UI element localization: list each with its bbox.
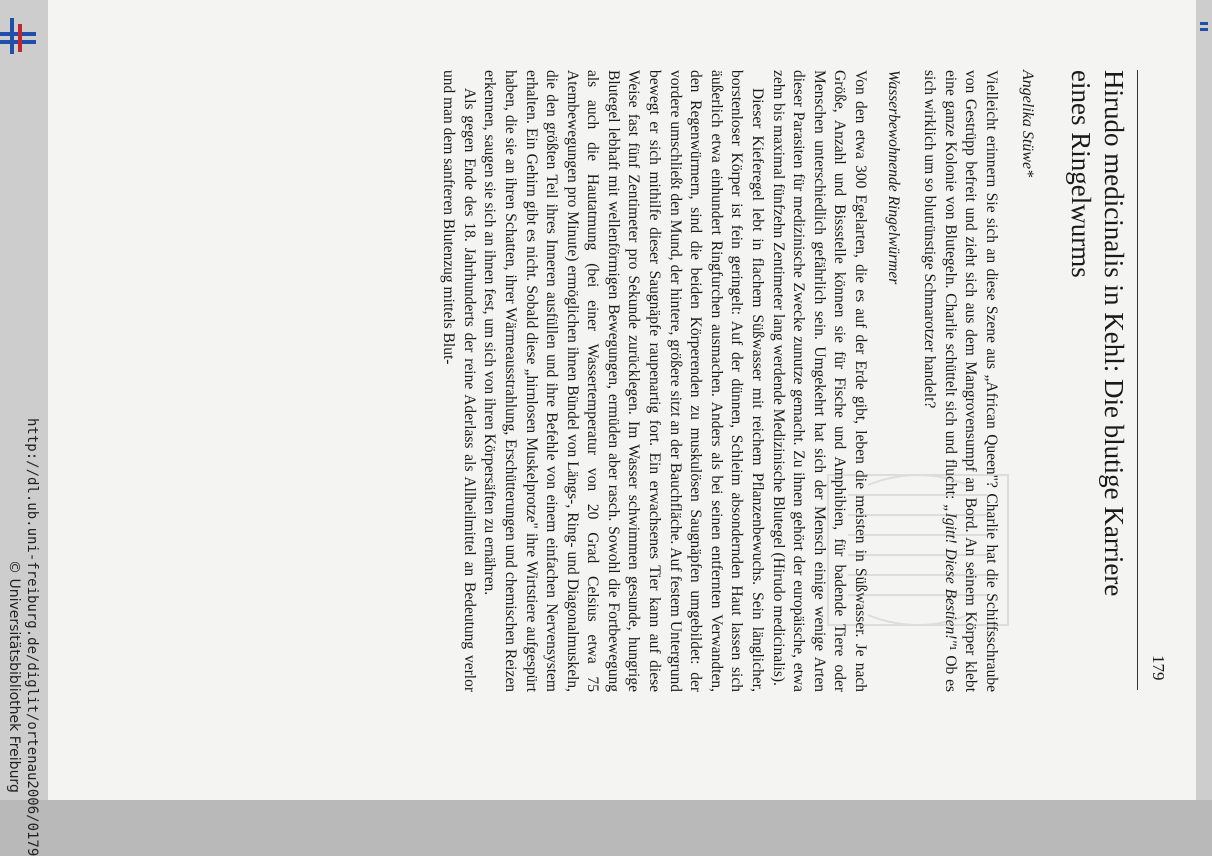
paragraph-1: Von den etwa 300 Egelarten, die es auf der Erde gibt, leben die meisten in Süßwasser. Je nach Größe, Anzahl und Bissstelle können sie für Fische und Amphibien, für badende Tiere oder Menschen unterschiedlich gefährlich sein. Umgekehrt hat sich der Mensch einige wenige Arten dieser Parasiten für medizinische Zwecke zunutze gemacht. Zu ihnen gehört der europäische, etwa zehn bis maximal fünfzehn Zentimeter lang werdende Medizinische Blutegel (Hirudo medicinalis). [769, 70, 870, 692]
library-logo [0, 18, 40, 58]
header-rule [1137, 70, 1138, 690]
intro-text-1: Vielleicht erinnern Sie sich an diese Szene aus „African Queen"? Charlie hat die Schiffsschraube von Gestrüpp befreit und zieht sich aus dem Mangrovensumpf an Bord. An seinem Körper klebt eine ganze Kolonie von Blutegeln. Charlie schüttelt sich und flucht: [941, 70, 1000, 692]
intro-text-2: ¹ Ob es sich wirklich um so blutrünstige Schmarotzer handelt? [921, 70, 959, 692]
title-line-1: Hirudo medicinalis in Kehl: Die blutige Karriere [1099, 70, 1129, 597]
right-margin [1196, 0, 1212, 800]
page-number: 179 [1149, 655, 1168, 681]
library-stamp-watermark [808, 455, 1028, 645]
article-title [1064, 70, 1130, 690]
author: Angelika Stüwe* [1019, 70, 1036, 178]
section-heading: Wasserbewohnende Ringelwürmer [884, 70, 902, 285]
intro-quote: „Igitt! Diese Bestien!" [941, 504, 959, 646]
paragraph-3: Als gegen Ende des 18. Jahrhunderts der reine Aderlass als Allheilmittel an Bedeutung verlor und man dem sanfteren Blutenzug mittels Blut- [440, 70, 478, 692]
paragraph-2: Dieser Kieferegel lebt in flachem Süßwasser mit reichem Pflanzenbewuchs. Sein länglicher, borstenloser Körper ist fein geringelt: Auf der dünnen, Schleim absondernden Haut lassen sich äußerlich etwa einhundert Ringfurchen ausmachen. Anders als bei seinen entfernten Verwandten, den Regenwürmern, sind die beiden Körperenden zu muskulösen Saugnäpfen umgebildet: der vordere umschließt den Mund, der hintere, größere sitzt an der Bauchfläche. Auf festem Untergrund bewegt er sich mithilfe dieser Saugnäpfe raupenartig fort. Ein erwachsenes Tier kann auf diese Weise fast fünf Zentimeter pro Sekunde zurücklegen. Im Wasser schwimmen gesunde, hungrige Blutegel lebhaft mit wellenförmigen Bewegungen, ermüden aber rasch. Sowohl die Fortbewegung als auch die Hautatmung (bei einer Wassertemperatur von 20 Grad Celsius etwa 75 Atembewegungen pro Minute) ermöglichen ihnen Bündel von Längs-, Ring- und Diagonalmuskeln, die den größten Teil ihres Inneren ausfüllen und ihre Befehle von einem einfachen Nervensystem erhalten. Ein Gehirn gibt es nicht. Sobald diese „hirnlosen Muskelprotze" ihre Wirtstiere aufgespürt haben, die sie an ihren Schatten, ihrer Wärmeausstrahlung, Erschütterungen und chemischen Reizen erkennen, saugen sie sich an ihnen fest, um sich von ihren Körpersäften zu ernähren. [481, 70, 767, 692]
margin-url: http://dl.ub.uni-freiburg.de/diglit/ortenau2006/0179 [24, 418, 40, 856]
title-line-2: eines Ringelwurms [1066, 70, 1096, 278]
library-logo-right [1200, 18, 1210, 48]
page-content [48, 0, 1196, 800]
scanned-page [48, 0, 1196, 800]
left-margin [0, 0, 48, 856]
margin-copyright: © Universitätsbibliothek Freiburg [6, 560, 22, 793]
